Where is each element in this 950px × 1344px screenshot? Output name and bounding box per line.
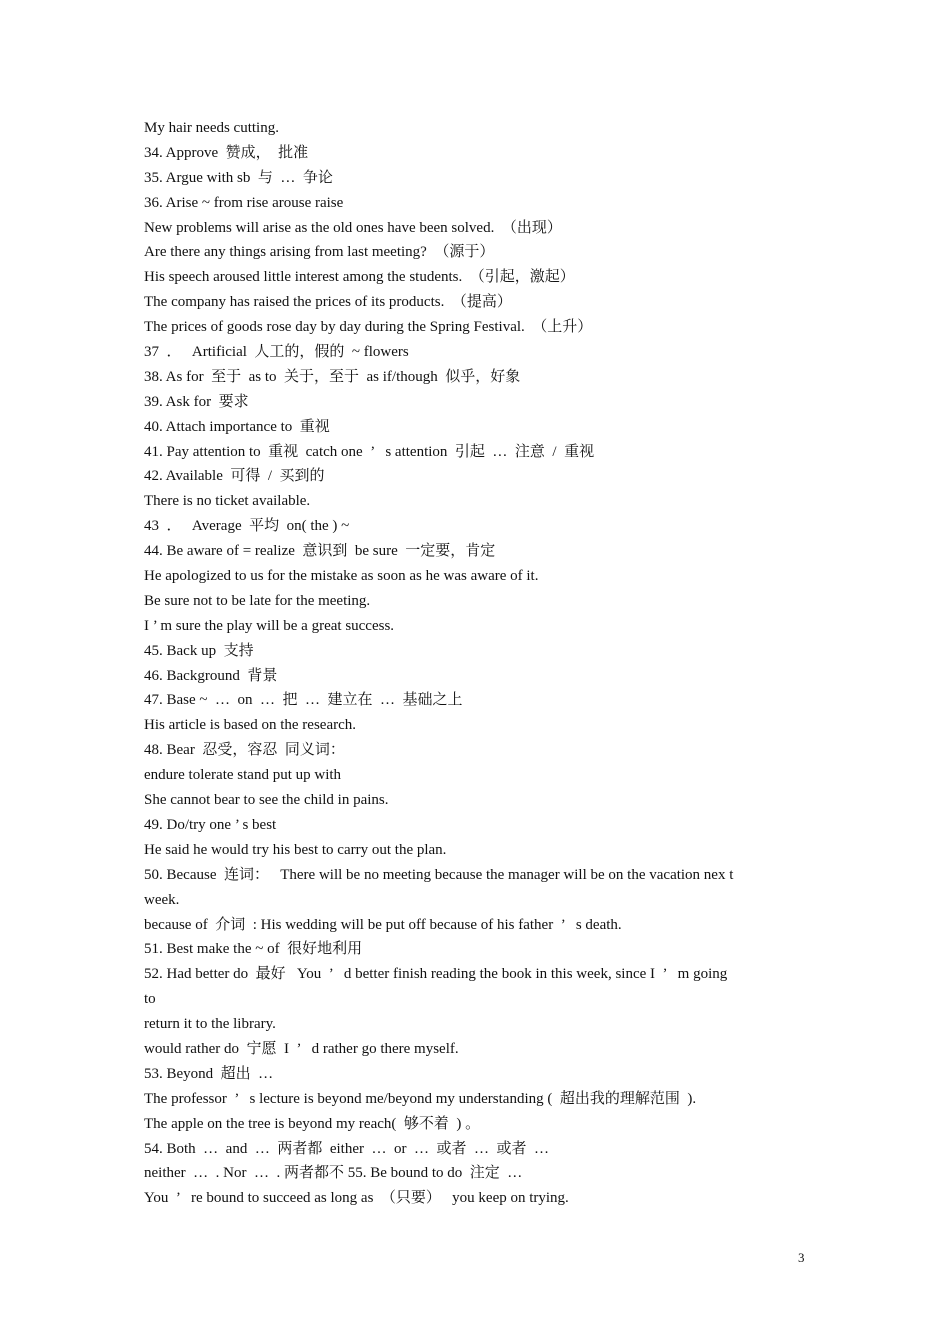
text-line: He said he would try his best to carry out the plan. bbox=[144, 841, 447, 858]
text-line: 54. Both … and … 两者都 either … or … 或者 … 或者 … bbox=[144, 1140, 549, 1157]
text-line: endure tolerate stand put up with bbox=[144, 767, 342, 784]
text-line: 49. Do/try one ’ s best bbox=[144, 816, 277, 833]
text-line: 39. Ask for 要求 bbox=[144, 393, 249, 410]
text-line: You ’ re bound to succeed as long as （只要） you keep on trying. bbox=[144, 1190, 569, 1207]
text-line: His speech aroused little interest among the students. （引起，激起） bbox=[144, 269, 575, 286]
text-line: 40. Attach importance to 重视 bbox=[144, 418, 330, 435]
text-line: New problems will arise as the old ones have been solved. （出现） bbox=[144, 219, 562, 236]
text-line: 35. Argue with sb 与 … 争论 bbox=[144, 169, 333, 186]
page-number: 3 bbox=[798, 1250, 805, 1265]
text-line: 45. Back up 支持 bbox=[144, 642, 254, 659]
text-line: 42. Available 可得 / 买到的 bbox=[144, 468, 325, 485]
text-line: The prices of goods rose day by day during the Spring Festival. （上升） bbox=[144, 319, 593, 336]
text-line: would rather do 宁愿 I ’ d rather go there myself. bbox=[144, 1040, 459, 1057]
text-line: 51. Best make the ~ of 很好地利用 bbox=[144, 941, 363, 958]
text-line: 50. Because 连词： There will be no meeting because the manager will be on the vacation nex t bbox=[144, 866, 734, 883]
text-line: 41. Pay attention to 重视 catch one ’ s attention 引起 … 注意 / 重视 bbox=[144, 443, 595, 460]
text-line: to bbox=[144, 991, 156, 1008]
text-line: 37 ． Artificial 人工的，假的 ~ flowers bbox=[144, 344, 409, 361]
text-line: She cannot bear to see the child in pains. bbox=[144, 792, 389, 809]
text-line: 53. Beyond 超出 … bbox=[144, 1065, 274, 1082]
text-line: The professor ’ s lecture is beyond me/beyond my understanding ( 超出我的理解范围 ). bbox=[144, 1090, 697, 1107]
text-line: The company has raised the prices of its products. （提高） bbox=[144, 294, 512, 311]
text-line: 43 ． Average 平均 on( the ) ~ bbox=[144, 518, 350, 535]
text-line: 36. Arise ~ from rise arouse raise bbox=[144, 194, 344, 211]
text-line: He apologized to us for the mistake as soon as he was aware of it. bbox=[144, 568, 539, 585]
text-line: 46. Background 背景 bbox=[144, 667, 278, 684]
text-line: The apple on the tree is beyond my reach( 够不着 ) 。 bbox=[144, 1115, 481, 1132]
text-line: 47. Base ~ … on … 把 … 建立在 … 基础之上 bbox=[144, 692, 463, 709]
page-content bbox=[144, 116, 814, 1211]
text-line: There is no ticket available. bbox=[144, 493, 311, 510]
text-line: Be sure not to be late for the meeting. bbox=[144, 592, 371, 609]
text-line: 52. Had better do 最好 You ’ d better finish reading the book in this week, since I ’ m going bbox=[144, 966, 728, 983]
text-line: Are there any things arising from last meeting? （源于） bbox=[144, 244, 495, 261]
text-line: 48. Bear 忍受，容忍 同义词： bbox=[144, 742, 345, 759]
text-line: 44. Be aware of = realize 意识到 be sure 一定要，肯定 bbox=[144, 543, 496, 560]
text-line: 34. Approve 赞成， 批准 bbox=[144, 144, 309, 161]
text-line: week. bbox=[144, 891, 180, 908]
text-line: return it to the library. bbox=[144, 1016, 276, 1033]
text-line: neither … . Nor … . 两者都不 55. Be bound to do 注定 … bbox=[144, 1165, 523, 1182]
text-line: 38. As for 至于 as to 关于，至于 as if/though 似乎，好象 bbox=[144, 368, 521, 385]
text-line: because of 介词 : His wedding will be put off because of his father ’ s death. bbox=[144, 916, 622, 933]
text-line: His article is based on the research. bbox=[144, 717, 356, 734]
text-line: My hair needs cutting. bbox=[144, 120, 279, 136]
text-line: I ’ m sure the play will be a great success. bbox=[144, 617, 395, 634]
